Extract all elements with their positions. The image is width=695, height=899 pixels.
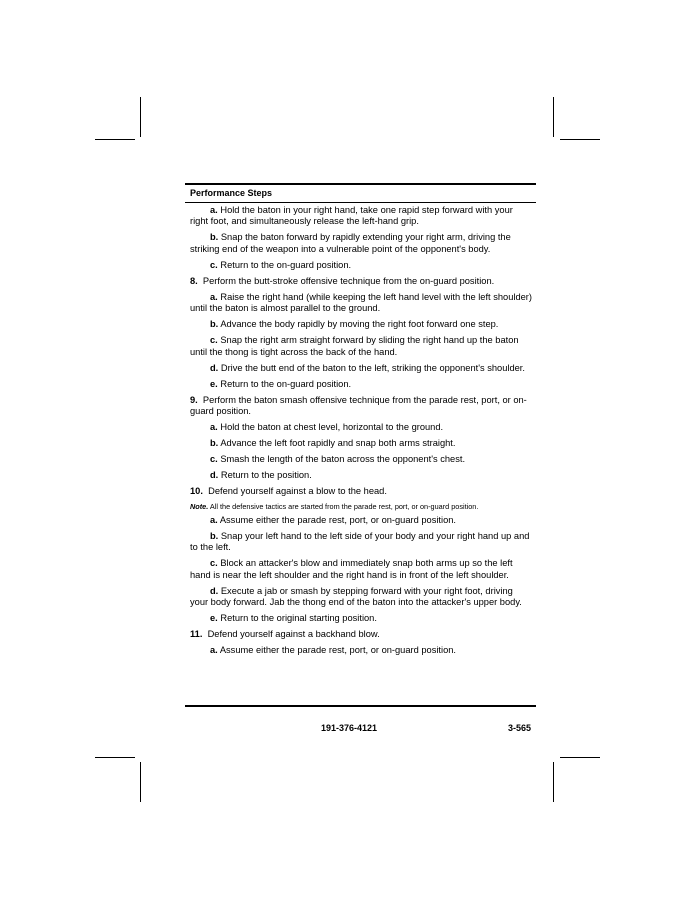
heading-rule — [185, 202, 536, 203]
substep-item — [190, 558, 532, 581]
substep-item — [190, 454, 532, 465]
item-label: c. — [210, 454, 218, 465]
item-label: b. — [210, 232, 219, 243]
step-item — [190, 276, 532, 287]
item-label: a. — [210, 422, 218, 433]
item-label: e. — [210, 613, 218, 624]
item-label: a. — [210, 515, 218, 526]
crop-mark — [140, 97, 141, 137]
crop-mark — [95, 139, 135, 140]
item-text: Snap the right arm straight forward by sliding the right hand up the baton until the thong is tight across the back of the hand. — [190, 335, 519, 357]
item-text: Hold the baton in your right hand, take one rapid step forward with your right foot, and simultaneously release the left-hand grip. — [190, 205, 513, 227]
item-label: 11. — [190, 629, 203, 640]
item-label: d. — [210, 362, 219, 373]
item-text: Defend yourself against a blow to the head. — [202, 486, 387, 497]
item-text: Execute a jab or smash by stepping forward with your right foot, driving your body forward. Jab the thong end of the baton into the attacker's upper body. — [190, 585, 522, 608]
item-label: d. — [210, 470, 219, 481]
item-label: a. — [210, 205, 218, 215]
substep-item — [190, 613, 532, 624]
substep-item — [190, 319, 532, 330]
crop-mark — [553, 97, 554, 137]
item-label: e. — [210, 378, 218, 389]
substep-item — [190, 335, 532, 358]
substep-item — [190, 515, 532, 526]
crop-mark — [95, 757, 135, 758]
item-text: Return to the position. — [218, 470, 312, 481]
item-text: Return to the on-guard position. — [217, 259, 352, 270]
item-label: 10. — [190, 486, 203, 497]
step-item — [190, 395, 532, 418]
item-label: b. — [210, 438, 219, 449]
item-label: Note. — [190, 502, 209, 512]
item-label: c. — [210, 558, 218, 569]
page-number: 3-565 — [508, 723, 532, 733]
item-label: c. — [210, 335, 218, 346]
substep-item — [190, 292, 532, 315]
item-label: 8. — [190, 275, 198, 286]
top-rule — [185, 183, 536, 185]
item-text: Defend yourself against a backhand blow. — [202, 629, 380, 640]
substep-item — [190, 379, 532, 390]
item-text: Drive the butt end of the baton to the left, striking the opponent's shoulder. — [218, 362, 525, 373]
item-label: b. — [210, 531, 219, 542]
performance-steps-body — [190, 205, 532, 661]
bottom-rule — [185, 705, 536, 707]
item-text: Snap the baton forward by rapidly extending your right arm, driving the striking end of the weapon into a vulnerable point of the opponent's body. — [190, 232, 511, 254]
item-text: Perform the baton smash offensive technique from the parade rest, port, or on-guard position. — [190, 394, 527, 417]
item-text: Return to the on-guard position. — [217, 378, 352, 389]
item-label: d. — [210, 585, 219, 596]
note-paragraph — [190, 502, 532, 511]
crop-mark — [553, 762, 554, 802]
item-text: Block an attacker's blow and immediately snap both arms up so the left hand is near the left shoulder and the right hand is in front of the left shoulder. — [190, 558, 513, 580]
item-text: All the defensive tactics are started from the parade rest, port, or on-guard position. — [208, 502, 479, 512]
section-heading: Performance Steps — [190, 188, 273, 198]
item-text: Advance the body rapidly by moving the right foot forward one step. — [218, 319, 499, 330]
crop-mark — [560, 139, 600, 140]
substep-item — [190, 586, 532, 609]
substep-item — [190, 422, 532, 433]
item-text: Advance the left foot rapidly and snap both arms straight. — [218, 438, 456, 449]
substep-item — [190, 232, 532, 255]
item-label: a. — [210, 291, 218, 302]
item-label: c. — [210, 259, 218, 270]
item-text: Smash the length of the baton across the opponent's chest. — [217, 454, 466, 465]
item-label: 9. — [190, 394, 198, 405]
crop-mark — [140, 762, 141, 802]
document-number: 191-376-4121 — [321, 723, 378, 733]
item-label: b. — [210, 319, 219, 330]
substep-item — [190, 260, 532, 271]
substep-item — [190, 438, 532, 449]
item-text: Return to the original starting position. — [217, 613, 377, 624]
item-text: Perform the butt-stroke offensive technique from the on-guard position. — [197, 275, 495, 286]
item-text: Hold the baton at chest level, horizontal to the ground. — [217, 422, 444, 433]
item-label: a. — [210, 645, 218, 656]
substep-item — [190, 531, 532, 554]
substep-item — [190, 470, 532, 481]
substep-item — [190, 645, 532, 656]
substep-item — [190, 363, 532, 374]
item-text: Snap your left hand to the left side of your body and your right hand up and to the left. — [190, 531, 530, 553]
item-text: Raise the right hand (while keeping the left hand level with the left shoulder) until the baton is almost parallel to the ground. — [190, 291, 532, 314]
step-item — [190, 486, 532, 497]
step-item — [190, 629, 532, 640]
item-text: Assume either the parade rest, port, or on-guard position. — [217, 645, 457, 656]
crop-mark — [560, 757, 600, 758]
substep-item — [190, 205, 532, 228]
item-text: Assume either the parade rest, port, or on-guard position. — [217, 515, 457, 526]
